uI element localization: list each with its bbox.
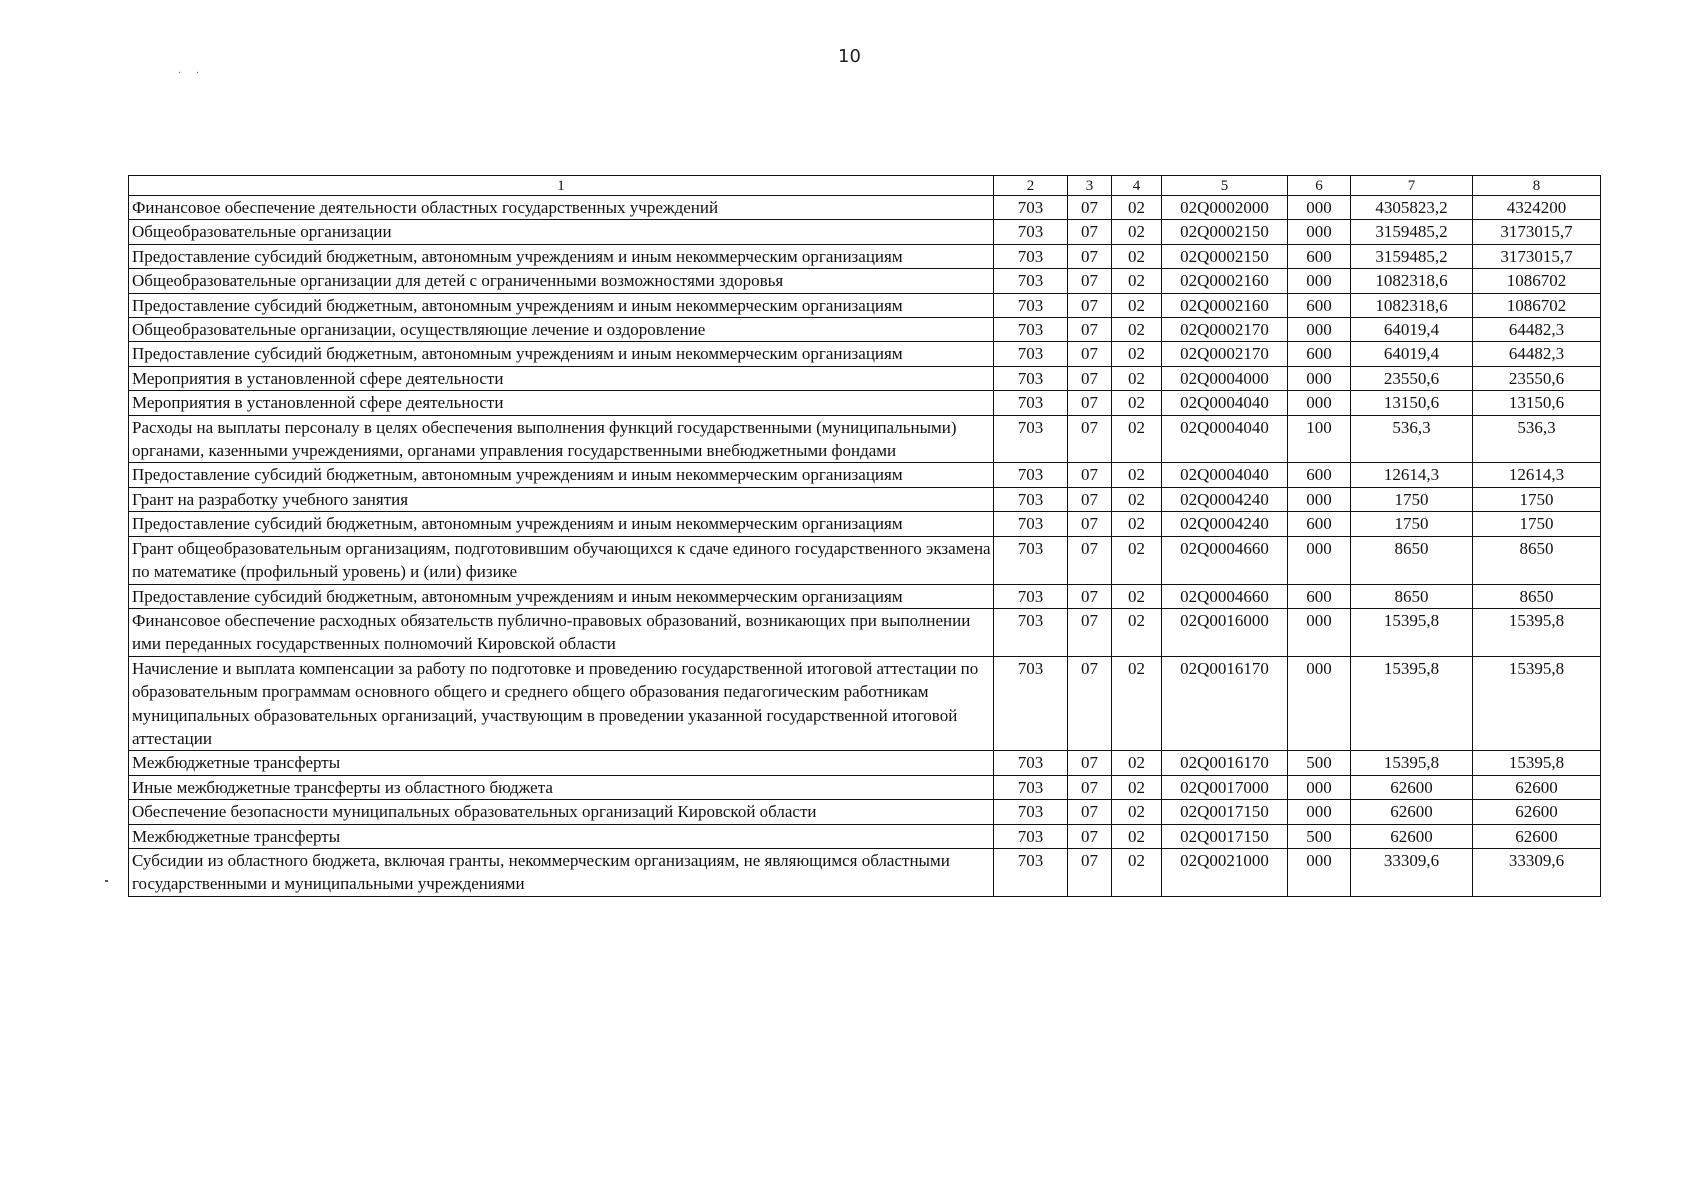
table-header-row bbox=[129, 176, 1601, 196]
section-cell: 07 bbox=[1068, 800, 1112, 824]
subsection-cell: 02 bbox=[1112, 487, 1162, 511]
target-article-cell: 02Q0002150 bbox=[1162, 220, 1288, 244]
target-article-cell: 02Q0002170 bbox=[1162, 342, 1288, 366]
column-header: 5 bbox=[1162, 176, 1288, 196]
expense-type-cell: 000 bbox=[1288, 487, 1351, 511]
amount-year1-cell: 1082318,6 bbox=[1351, 269, 1473, 293]
table-row bbox=[129, 244, 1601, 268]
expense-type-cell: 500 bbox=[1288, 824, 1351, 848]
table-row bbox=[129, 463, 1601, 487]
admin-code-cell: 703 bbox=[994, 293, 1068, 317]
amount-year1-cell: 64019,4 bbox=[1351, 318, 1473, 342]
amount-year1-cell: 4305823,2 bbox=[1351, 196, 1473, 220]
subsection-cell: 02 bbox=[1112, 512, 1162, 536]
subsection-cell: 02 bbox=[1112, 608, 1162, 656]
item-name-cell: Предоставление субсидий бюджетным, автономным учреждениям и иным некоммерческим организациям bbox=[129, 244, 994, 268]
amount-year1-cell: 15395,8 bbox=[1351, 656, 1473, 751]
amount-year2-cell: 8650 bbox=[1473, 584, 1601, 608]
amount-year2-cell: 23550,6 bbox=[1473, 366, 1601, 390]
item-name-cell: Финансовое обеспечение расходных обязательств публично-правовых образований, возникающих при выполнении ими переданных государственных полномочий Кировской области bbox=[129, 608, 994, 656]
admin-code-cell: 703 bbox=[994, 751, 1068, 775]
scan-artifact: · · bbox=[178, 68, 206, 79]
admin-code-cell: 703 bbox=[994, 318, 1068, 342]
expense-type-cell: 000 bbox=[1288, 220, 1351, 244]
amount-year2-cell: 1086702 bbox=[1473, 293, 1601, 317]
section-cell: 07 bbox=[1068, 487, 1112, 511]
expense-type-cell: 000 bbox=[1288, 391, 1351, 415]
section-cell: 07 bbox=[1068, 342, 1112, 366]
target-article-cell: 02Q0002170 bbox=[1162, 318, 1288, 342]
target-article-cell: 02Q0004000 bbox=[1162, 366, 1288, 390]
amount-year1-cell: 23550,6 bbox=[1351, 366, 1473, 390]
table-row bbox=[129, 800, 1601, 824]
column-header: 3 bbox=[1068, 176, 1112, 196]
admin-code-cell: 703 bbox=[994, 220, 1068, 244]
section-cell: 07 bbox=[1068, 584, 1112, 608]
target-article-cell: 02Q0016000 bbox=[1162, 608, 1288, 656]
table-row bbox=[129, 366, 1601, 390]
section-cell: 07 bbox=[1068, 824, 1112, 848]
amount-year2-cell: 4324200 bbox=[1473, 196, 1601, 220]
amount-year2-cell: 13150,6 bbox=[1473, 391, 1601, 415]
amount-year1-cell: 12614,3 bbox=[1351, 463, 1473, 487]
subsection-cell: 02 bbox=[1112, 656, 1162, 751]
admin-code-cell: 703 bbox=[994, 244, 1068, 268]
amount-year1-cell: 3159485,2 bbox=[1351, 220, 1473, 244]
expense-type-cell: 000 bbox=[1288, 848, 1351, 896]
admin-code-cell: 703 bbox=[994, 824, 1068, 848]
admin-code-cell: 703 bbox=[994, 656, 1068, 751]
admin-code-cell: 703 bbox=[994, 342, 1068, 366]
expense-type-cell: 600 bbox=[1288, 512, 1351, 536]
target-article-cell: 02Q0021000 bbox=[1162, 848, 1288, 896]
amount-year1-cell: 1750 bbox=[1351, 512, 1473, 536]
subsection-cell: 02 bbox=[1112, 244, 1162, 268]
amount-year2-cell: 15395,8 bbox=[1473, 751, 1601, 775]
item-name-cell: Грант общеобразовательным организациям, подготовившим обучающихся к сдаче единого государственного экзамена по математике (профильный уровень) и (или) физике bbox=[129, 536, 994, 584]
page-number: 10 bbox=[838, 46, 861, 67]
scan-artifact-mark bbox=[105, 880, 108, 882]
section-cell: 07 bbox=[1068, 220, 1112, 244]
table-row bbox=[129, 824, 1601, 848]
table-row bbox=[129, 848, 1601, 896]
section-cell: 07 bbox=[1068, 608, 1112, 656]
amount-year2-cell: 1750 bbox=[1473, 512, 1601, 536]
section-cell: 07 bbox=[1068, 196, 1112, 220]
admin-code-cell: 703 bbox=[994, 512, 1068, 536]
expense-type-cell: 000 bbox=[1288, 196, 1351, 220]
admin-code-cell: 703 bbox=[994, 487, 1068, 511]
section-cell: 07 bbox=[1068, 293, 1112, 317]
item-name-cell: Общеобразовательные организации bbox=[129, 220, 994, 244]
target-article-cell: 02Q0017150 bbox=[1162, 824, 1288, 848]
amount-year1-cell: 536,3 bbox=[1351, 415, 1473, 463]
amount-year1-cell: 8650 bbox=[1351, 536, 1473, 584]
target-article-cell: 02Q0004660 bbox=[1162, 536, 1288, 584]
admin-code-cell: 703 bbox=[994, 269, 1068, 293]
budget-table bbox=[128, 175, 1601, 897]
subsection-cell: 02 bbox=[1112, 775, 1162, 799]
target-article-cell: 02Q0016170 bbox=[1162, 656, 1288, 751]
column-header: 2 bbox=[994, 176, 1068, 196]
expense-type-cell: 000 bbox=[1288, 536, 1351, 584]
amount-year1-cell: 3159485,2 bbox=[1351, 244, 1473, 268]
target-article-cell: 02Q0004040 bbox=[1162, 415, 1288, 463]
target-article-cell: 02Q0016170 bbox=[1162, 751, 1288, 775]
amount-year2-cell: 1086702 bbox=[1473, 269, 1601, 293]
item-name-cell: Общеобразовательные организации, осуществляющие лечение и оздоровление bbox=[129, 318, 994, 342]
table-row bbox=[129, 391, 1601, 415]
subsection-cell: 02 bbox=[1112, 536, 1162, 584]
target-article-cell: 02Q0002150 bbox=[1162, 244, 1288, 268]
subsection-cell: 02 bbox=[1112, 220, 1162, 244]
section-cell: 07 bbox=[1068, 512, 1112, 536]
target-article-cell: 02Q0004240 bbox=[1162, 487, 1288, 511]
column-header: 6 bbox=[1288, 176, 1351, 196]
target-article-cell: 02Q0004240 bbox=[1162, 512, 1288, 536]
amount-year2-cell: 15395,8 bbox=[1473, 656, 1601, 751]
subsection-cell: 02 bbox=[1112, 751, 1162, 775]
admin-code-cell: 703 bbox=[994, 415, 1068, 463]
amount-year1-cell: 1082318,6 bbox=[1351, 293, 1473, 317]
amount-year2-cell: 12614,3 bbox=[1473, 463, 1601, 487]
amount-year2-cell: 3173015,7 bbox=[1473, 244, 1601, 268]
amount-year2-cell: 536,3 bbox=[1473, 415, 1601, 463]
table-row bbox=[129, 584, 1601, 608]
subsection-cell: 02 bbox=[1112, 463, 1162, 487]
item-name-cell: Мероприятия в установленной сфере деятельности bbox=[129, 366, 994, 390]
column-header: 4 bbox=[1112, 176, 1162, 196]
admin-code-cell: 703 bbox=[994, 608, 1068, 656]
table-row bbox=[129, 487, 1601, 511]
item-name-cell: Начисление и выплата компенсации за работу по подготовке и проведению государственной итоговой аттестации по образовательным программам основного общего и среднего общего образования педагогическим работникам муниципальных образовательных организаций, участвующим в проведении указанной государственной итоговой аттестации bbox=[129, 656, 994, 751]
target-article-cell: 02Q0002000 bbox=[1162, 196, 1288, 220]
admin-code-cell: 703 bbox=[994, 463, 1068, 487]
expense-type-cell: 000 bbox=[1288, 656, 1351, 751]
amount-year2-cell: 15395,8 bbox=[1473, 608, 1601, 656]
item-name-cell: Предоставление субсидий бюджетным, автономным учреждениям и иным некоммерческим организациям bbox=[129, 463, 994, 487]
item-name-cell: Грант на разработку учебного занятия bbox=[129, 487, 994, 511]
section-cell: 07 bbox=[1068, 656, 1112, 751]
item-name-cell: Иные межбюджетные трансферты из областного бюджета bbox=[129, 775, 994, 799]
item-name-cell: Предоставление субсидий бюджетным, автономным учреждениям и иным некоммерческим организациям bbox=[129, 584, 994, 608]
subsection-cell: 02 bbox=[1112, 584, 1162, 608]
expense-type-cell: 500 bbox=[1288, 751, 1351, 775]
section-cell: 07 bbox=[1068, 463, 1112, 487]
expense-type-cell: 600 bbox=[1288, 463, 1351, 487]
subsection-cell: 02 bbox=[1112, 293, 1162, 317]
amount-year2-cell: 64482,3 bbox=[1473, 342, 1601, 366]
amount-year2-cell: 62600 bbox=[1473, 800, 1601, 824]
subsection-cell: 02 bbox=[1112, 824, 1162, 848]
expense-type-cell: 600 bbox=[1288, 342, 1351, 366]
table-row bbox=[129, 342, 1601, 366]
section-cell: 07 bbox=[1068, 415, 1112, 463]
table-row bbox=[129, 415, 1601, 463]
amount-year1-cell: 13150,6 bbox=[1351, 391, 1473, 415]
column-header: 8 bbox=[1473, 176, 1601, 196]
section-cell: 07 bbox=[1068, 269, 1112, 293]
table-row bbox=[129, 512, 1601, 536]
item-name-cell: Мероприятия в установленной сфере деятельности bbox=[129, 391, 994, 415]
section-cell: 07 bbox=[1068, 848, 1112, 896]
amount-year1-cell: 15395,8 bbox=[1351, 608, 1473, 656]
item-name-cell: Обеспечение безопасности муниципальных образовательных организаций Кировской области bbox=[129, 800, 994, 824]
admin-code-cell: 703 bbox=[994, 536, 1068, 584]
subsection-cell: 02 bbox=[1112, 800, 1162, 824]
target-article-cell: 02Q0017150 bbox=[1162, 800, 1288, 824]
target-article-cell: 02Q0004660 bbox=[1162, 584, 1288, 608]
table-row bbox=[129, 775, 1601, 799]
subsection-cell: 02 bbox=[1112, 848, 1162, 896]
admin-code-cell: 703 bbox=[994, 391, 1068, 415]
amount-year1-cell: 62600 bbox=[1351, 824, 1473, 848]
column-header: 1 bbox=[129, 176, 994, 196]
expense-type-cell: 000 bbox=[1288, 318, 1351, 342]
expense-type-cell: 600 bbox=[1288, 244, 1351, 268]
amount-year1-cell: 33309,6 bbox=[1351, 848, 1473, 896]
item-name-cell: Предоставление субсидий бюджетным, автономным учреждениям и иным некоммерческим организациям bbox=[129, 293, 994, 317]
amount-year1-cell: 8650 bbox=[1351, 584, 1473, 608]
table-row bbox=[129, 220, 1601, 244]
section-cell: 07 bbox=[1068, 391, 1112, 415]
target-article-cell: 02Q0004040 bbox=[1162, 391, 1288, 415]
amount-year1-cell: 62600 bbox=[1351, 775, 1473, 799]
section-cell: 07 bbox=[1068, 751, 1112, 775]
section-cell: 07 bbox=[1068, 775, 1112, 799]
expense-type-cell: 000 bbox=[1288, 366, 1351, 390]
table-row bbox=[129, 656, 1601, 751]
admin-code-cell: 703 bbox=[994, 775, 1068, 799]
amount-year2-cell: 3173015,7 bbox=[1473, 220, 1601, 244]
subsection-cell: 02 bbox=[1112, 196, 1162, 220]
table-row bbox=[129, 536, 1601, 584]
item-name-cell: Финансовое обеспечение деятельности областных государственных учреждений bbox=[129, 196, 994, 220]
section-cell: 07 bbox=[1068, 536, 1112, 584]
item-name-cell: Предоставление субсидий бюджетным, автономным учреждениям и иным некоммерческим организациям bbox=[129, 342, 994, 366]
item-name-cell: Общеобразовательные организации для детей с ограниченными возможностями здоровья bbox=[129, 269, 994, 293]
table-row bbox=[129, 608, 1601, 656]
section-cell: 07 bbox=[1068, 318, 1112, 342]
subsection-cell: 02 bbox=[1112, 391, 1162, 415]
expense-type-cell: 600 bbox=[1288, 584, 1351, 608]
amount-year2-cell: 8650 bbox=[1473, 536, 1601, 584]
admin-code-cell: 703 bbox=[994, 584, 1068, 608]
item-name-cell: Межбюджетные трансферты bbox=[129, 751, 994, 775]
expense-type-cell: 000 bbox=[1288, 269, 1351, 293]
subsection-cell: 02 bbox=[1112, 415, 1162, 463]
amount-year2-cell: 62600 bbox=[1473, 775, 1601, 799]
item-name-cell: Расходы на выплаты персоналу в целях обеспечения выполнения функций государственными (муниципальными) органами, казенными учреждениями, органами управления государственными внебюджетными фондами bbox=[129, 415, 994, 463]
admin-code-cell: 703 bbox=[994, 366, 1068, 390]
expense-type-cell: 000 bbox=[1288, 775, 1351, 799]
expense-type-cell: 000 bbox=[1288, 608, 1351, 656]
subsection-cell: 02 bbox=[1112, 318, 1162, 342]
table-row bbox=[129, 196, 1601, 220]
expense-type-cell: 100 bbox=[1288, 415, 1351, 463]
column-header: 7 bbox=[1351, 176, 1473, 196]
subsection-cell: 02 bbox=[1112, 269, 1162, 293]
target-article-cell: 02Q0002160 bbox=[1162, 269, 1288, 293]
section-cell: 07 bbox=[1068, 244, 1112, 268]
amount-year1-cell: 62600 bbox=[1351, 800, 1473, 824]
table-row bbox=[129, 751, 1601, 775]
expense-type-cell: 000 bbox=[1288, 800, 1351, 824]
item-name-cell: Межбюджетные трансферты bbox=[129, 824, 994, 848]
section-cell: 07 bbox=[1068, 366, 1112, 390]
amount-year2-cell: 62600 bbox=[1473, 824, 1601, 848]
target-article-cell: 02Q0002160 bbox=[1162, 293, 1288, 317]
amount-year1-cell: 15395,8 bbox=[1351, 751, 1473, 775]
target-article-cell: 02Q0017000 bbox=[1162, 775, 1288, 799]
amount-year1-cell: 1750 bbox=[1351, 487, 1473, 511]
amount-year1-cell: 64019,4 bbox=[1351, 342, 1473, 366]
amount-year2-cell: 64482,3 bbox=[1473, 318, 1601, 342]
amount-year2-cell: 33309,6 bbox=[1473, 848, 1601, 896]
table-row bbox=[129, 318, 1601, 342]
admin-code-cell: 703 bbox=[994, 848, 1068, 896]
subsection-cell: 02 bbox=[1112, 366, 1162, 390]
target-article-cell: 02Q0004040 bbox=[1162, 463, 1288, 487]
admin-code-cell: 703 bbox=[994, 800, 1068, 824]
subsection-cell: 02 bbox=[1112, 342, 1162, 366]
table-row bbox=[129, 293, 1601, 317]
amount-year2-cell: 1750 bbox=[1473, 487, 1601, 511]
admin-code-cell: 703 bbox=[994, 196, 1068, 220]
item-name-cell: Субсидии из областного бюджета, включая гранты, некоммерческим организациям, не являющимся областными государственными и муниципальными учреждениями bbox=[129, 848, 994, 896]
item-name-cell: Предоставление субсидий бюджетным, автономным учреждениям и иным некоммерческим организациям bbox=[129, 512, 994, 536]
expense-type-cell: 600 bbox=[1288, 293, 1351, 317]
table-row bbox=[129, 269, 1601, 293]
